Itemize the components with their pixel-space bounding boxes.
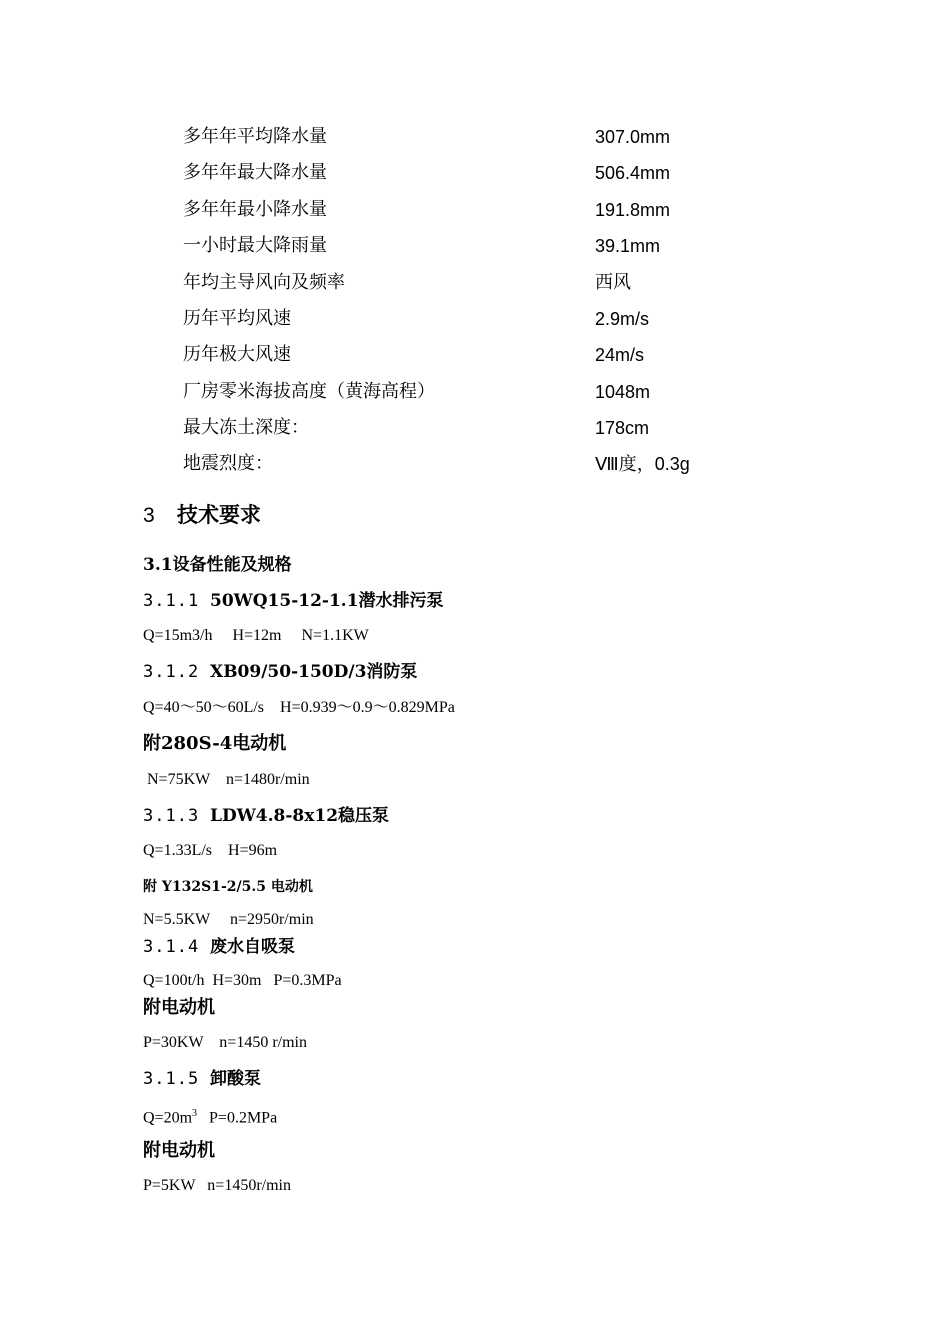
climate-row xyxy=(183,343,783,367)
motor-params: P=5KW n=1450r/min xyxy=(143,1177,291,1194)
climate-label: 最大冻土深度： xyxy=(183,417,309,438)
climate-row xyxy=(183,198,783,222)
climate-row xyxy=(183,234,783,258)
item-heading xyxy=(143,935,295,959)
item-number: 3.1.5 xyxy=(143,1069,200,1089)
climate-row xyxy=(183,307,783,331)
climate-value: 西风 xyxy=(595,272,631,293)
section-number: 3 xyxy=(143,504,155,527)
item-params xyxy=(143,1103,277,1129)
item-number: 3.1.2 xyxy=(143,662,200,682)
climate-label: 地震烈度： xyxy=(183,453,273,474)
climate-row xyxy=(183,416,783,440)
item-params: Q=15m3/h H=12m N=1.1KW xyxy=(143,627,369,644)
item-heading xyxy=(143,660,417,684)
item-heading xyxy=(143,1067,261,1091)
subsection-heading: 3.1设备性能及规格 xyxy=(143,555,292,575)
item-params-suffix: P=0.2MPa xyxy=(197,1109,278,1127)
climate-label: 多年年最小降水量 xyxy=(183,199,327,220)
climate-row xyxy=(183,125,783,149)
section-heading xyxy=(143,501,261,530)
item-params: Q=1.33L/s H=96m xyxy=(143,842,278,859)
climate-row xyxy=(183,271,783,295)
climate-row xyxy=(183,161,783,185)
climate-value: 39.1mm xyxy=(595,236,661,256)
climate-value: 506.4mm xyxy=(595,163,671,183)
climate-value: 1048m xyxy=(595,382,651,402)
item-name: XB09/50-150D/3消防泵 xyxy=(210,662,418,682)
climate-value: 2.9m/s xyxy=(595,309,650,329)
item-name: LDW4.8-8x12稳压泵 xyxy=(210,806,390,826)
item-heading xyxy=(143,804,389,828)
climate-value: 191.8mm xyxy=(595,200,671,220)
item-params: Q=40～50～60L/s H=0.939～0.9～0.829MPa xyxy=(143,699,455,716)
item-heading xyxy=(143,589,444,613)
motor-heading: 附280S-4电动机 xyxy=(143,733,287,754)
item-number: 3.1.3 xyxy=(143,806,200,826)
climate-label: 多年年最大降水量 xyxy=(183,162,327,183)
climate-value: 24m/s xyxy=(595,345,645,365)
climate-label: 年均主导风向及频率 xyxy=(183,272,345,293)
item-name: 50WQ15-12-1.1潜水排污泵 xyxy=(210,591,444,611)
climate-label: 历年平均风速 xyxy=(183,308,291,329)
climate-value: 178cm xyxy=(595,418,650,438)
motor-heading: 附 Y132S1-2/5.5 电动机 xyxy=(143,879,313,895)
item-name: 废水自吸泵 xyxy=(210,937,295,957)
section-title: 技术要求 xyxy=(177,502,261,527)
motor-heading: 附电动机 xyxy=(143,997,215,1018)
motor-heading: 附电动机 xyxy=(143,1140,215,1161)
item-name: 卸酸泵 xyxy=(210,1069,261,1089)
item-params: Q=100t/h H=30m P=0.3MPa xyxy=(143,972,342,989)
climate-row xyxy=(183,380,783,404)
climate-label: 多年年平均降水量 xyxy=(183,126,327,147)
climate-value: Ⅷ度，0.3g xyxy=(595,454,690,474)
item-params-prefix: Q=20m xyxy=(143,1109,193,1127)
climate-row xyxy=(183,452,783,476)
climate-label: 一小时最大降雨量 xyxy=(183,235,327,256)
climate-value: 307.0mm xyxy=(595,127,671,147)
climate-label: 历年极大风速 xyxy=(183,344,291,365)
climate-label: 厂房零米海拔高度（黄海高程） xyxy=(183,381,435,402)
motor-params: N=75KW n=1480r/min xyxy=(143,771,310,788)
superscript-exponent: 3 xyxy=(192,1108,198,1119)
item-number: 3.1.4 xyxy=(143,937,200,957)
motor-params: P=30KW n=1450 r/min xyxy=(143,1034,307,1051)
item-number: 3.1.1 xyxy=(143,591,200,611)
motor-params: N=5.5KW n=2950r/min xyxy=(143,911,314,928)
